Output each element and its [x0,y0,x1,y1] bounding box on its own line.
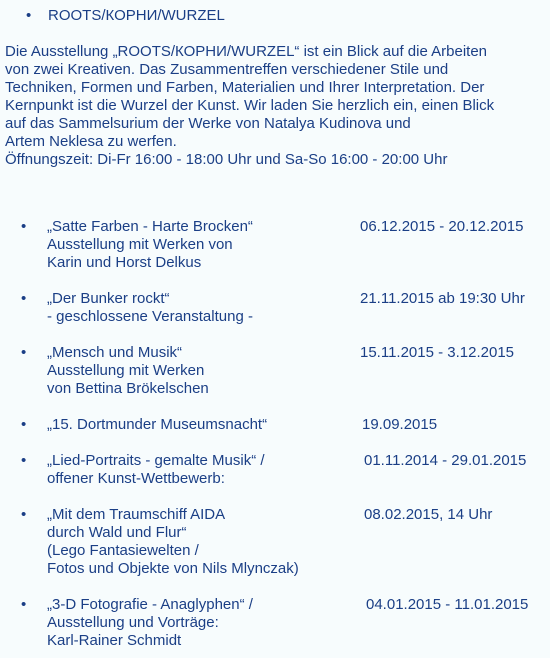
event-item-satte-farben [0,218,550,280]
event-title: „Mit dem Traumschiff AIDA durch Wald und Flur“ (Lego Fantasiewelten / Fotos und Objekte von Nils Mlynczak) [47,506,299,577]
event-date: 15.11.2015 - 3.12.2015 [360,344,515,361]
event-date: 19.09.2015 [362,416,438,433]
event-item-traumschiff-aida [0,506,550,586]
event-date: 04.01.2015 - 11.01.2015 [366,596,529,613]
event-title: „3-D Fotografie - Anaglyphen“ / Ausstellung und Vorträge: Karl-Rainer Schmidt [47,596,253,649]
event-item-lied-portraits [0,452,550,496]
event-date: 01.11.2014 - 29.01.2015 [364,452,527,469]
event-item-bunker-rockt [0,290,550,334]
event-date: 08.02.2015, 14 Uhr [364,506,493,523]
section-heading [26,7,225,25]
event-title: „Lied-Portraits - gemalte Musik“ / offener Kunst-Wettbewerb: [47,452,265,487]
event-title: „Mensch und Musik“ Ausstellung mit Werken von Bettina Brökelschen [47,344,209,397]
event-title: „15. Dortmunder Museumsnacht“ [47,416,268,433]
event-title: „Satte Farben - Harte Brocken“ Ausstellung mit Werken von Karin und Horst Delkus [47,218,253,271]
bullet-icon: • [21,416,27,433]
bullet-icon: • [21,596,27,613]
page-title: ROOTS/КОРНИ/WURZEL [48,7,225,24]
intro-paragraph: Die Ausstellung „ROOTS/КОРНИ/WURZEL“ ist ein Blick auf die Arbeiten von zwei Kreativen. Das Zusammentreffen verschiedener Stile und Techniken, Formen und Farben, Materialien und Ihrer Interpretation. Der Kernpunkt ist die Wurzel der Kunst. Wir laden Sie herzlich ein, einen Blick auf das Sammelsurium der Werke von Natalya Kudinova und Artem Neklesa zu werfen. Öffnungszeit: Di-Fr 16:00 - 18:00 Uhr und Sa-So 16:00 - 20:00 Uhr [5,43,495,168]
bullet-icon: • [26,7,32,24]
bullet-icon: • [21,218,27,235]
event-date: 06.12.2015 - 20.12.2015 [360,218,524,235]
event-item-3d-fotografie [0,596,550,658]
bullet-icon: • [21,344,27,361]
bullet-icon: • [21,290,27,307]
event-item-mensch-und-musik [0,344,550,406]
event-item-museumsnacht [0,416,550,442]
event-title: „Der Bunker rockt“ - geschlossene Veranstaltung - [47,290,253,325]
event-list [0,218,550,649]
bullet-icon: • [21,452,27,469]
bullet-icon: • [21,506,27,523]
event-date: 21.11.2015 ab 19:30 Uhr [360,290,525,307]
